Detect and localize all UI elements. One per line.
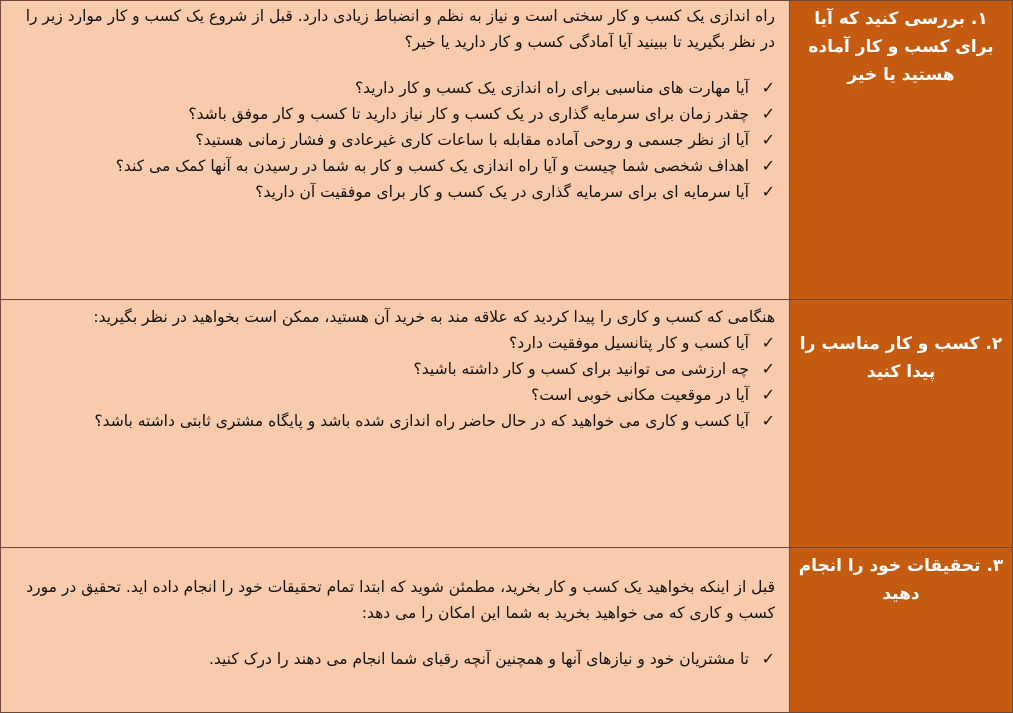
step-2-heading-cell — [790, 300, 1013, 548]
step-3-heading: ٣. تحقیقات خود را انجام دهید — [798, 556, 1004, 604]
checkmark-icon: ✓ — [761, 411, 775, 430]
checklist-item-text: آیا کسب و کاری می خواهید که در حال حاضر راه اندازی شده باشد و پایگاه مشتری ثابتی داشته باشد؟ — [94, 412, 749, 430]
step-1-body-cell — [1, 1, 790, 300]
checklist-item-text: تا مشتریان خود و نیازهای آنها و همچنین آنچه رقبای شما انجام می دهند را درک کنید. — [208, 650, 749, 668]
step-2-checklist — [11, 330, 775, 434]
checkmark-icon: ✓ — [761, 333, 775, 352]
step-row-1 — [1, 1, 1013, 300]
checklist-item-text: آیا کسب و کار پتانسیل موفقیت دارد؟ — [509, 334, 749, 352]
checklist-item — [11, 179, 775, 205]
checkmark-icon: ✓ — [761, 359, 775, 378]
checklist-item-text: اهداف شخصی شما چیست و آیا راه اندازی یک کسب و کار به شما در رسیدن به آنها کمک می کند؟ — [115, 157, 749, 175]
checklist-item — [11, 356, 775, 382]
step-2-heading: ٢. کسب و کار مناسب را پیدا کنید — [799, 334, 1003, 382]
checklist-item — [11, 330, 775, 356]
checklist-item-text: آیا سرمایه ای برای سرمایه گذاری در یک کسب و کار برای موفقیت آن دارید؟ — [255, 183, 749, 201]
checkmark-icon: ✓ — [761, 104, 775, 123]
checklist-item — [11, 382, 775, 408]
checklist-item — [11, 127, 775, 153]
checkmark-icon: ✓ — [761, 130, 775, 149]
step-2-intro: هنگامی که کسب و کاری را پیدا کردید که علاقه مند به خرید آن هستید، ممکن است بخواهید در نظر بگیرید: — [93, 308, 775, 326]
checkmark-icon: ✓ — [761, 649, 775, 668]
checklist-item-text: آیا در موقعیت مکانی خوبی است؟ — [531, 386, 749, 404]
step-3-intro: قبل از اینکه بخواهید یک کسب و کار بخرید، مطمئن شوید که ابتدا تمام تحقیقات خود را انجام داده اید. تحقیق در مورد کسب و کاری که می خواهید بخرید به شما این امکان را می دهد: — [26, 578, 775, 622]
checklist-item-text: آیا مهارت های مناسبی برای راه اندازی یک کسب و کار دارید؟ — [354, 79, 749, 97]
checklist-item — [11, 153, 775, 179]
checkmark-icon: ✓ — [761, 78, 775, 97]
step-1-heading: ١. بررسی کنید که آیا برای کسب و کار آماده هستید یا خیر — [808, 9, 994, 85]
checklist-item — [11, 101, 775, 127]
checklist-item-text: چه ارزشی می توانید برای کسب و کار داشته باشید؟ — [413, 360, 749, 378]
step-1-heading-cell — [790, 1, 1013, 300]
step-row-2 — [1, 300, 1013, 548]
step-3-body-cell — [1, 548, 790, 713]
checklist-item — [11, 646, 775, 672]
step-1-intro: راه اندازی یک کسب و کار سختی است و نیاز به نظم و انضباط زیادی دارد. قبل از شروع یک کسب و کار موارد زیر را در نظر بگیرید تا ببینید آیا آمادگی کسب و کار دارید یا خیر؟ — [25, 7, 775, 51]
checkmark-icon: ✓ — [761, 385, 775, 404]
step-row-3 — [1, 548, 1013, 713]
checklist-item — [11, 75, 775, 101]
checkmark-icon: ✓ — [761, 156, 775, 175]
checklist-item — [11, 408, 775, 434]
checkmark-icon: ✓ — [761, 182, 775, 201]
step-3-heading-cell — [790, 548, 1013, 713]
step-2-body-cell — [1, 300, 790, 548]
checklist-item-text: آیا از نظر جسمی و روحی آماده مقابله با ساعات کاری غیرعادی و فشار زمانی هستید؟ — [195, 131, 749, 149]
step-3-checklist — [11, 646, 775, 672]
checklist-item-text: چقدر زمان برای سرمایه گذاری در یک کسب و کار نیاز دارید تا کسب و کار موفق باشد؟ — [188, 105, 749, 123]
step-1-checklist — [11, 75, 775, 205]
